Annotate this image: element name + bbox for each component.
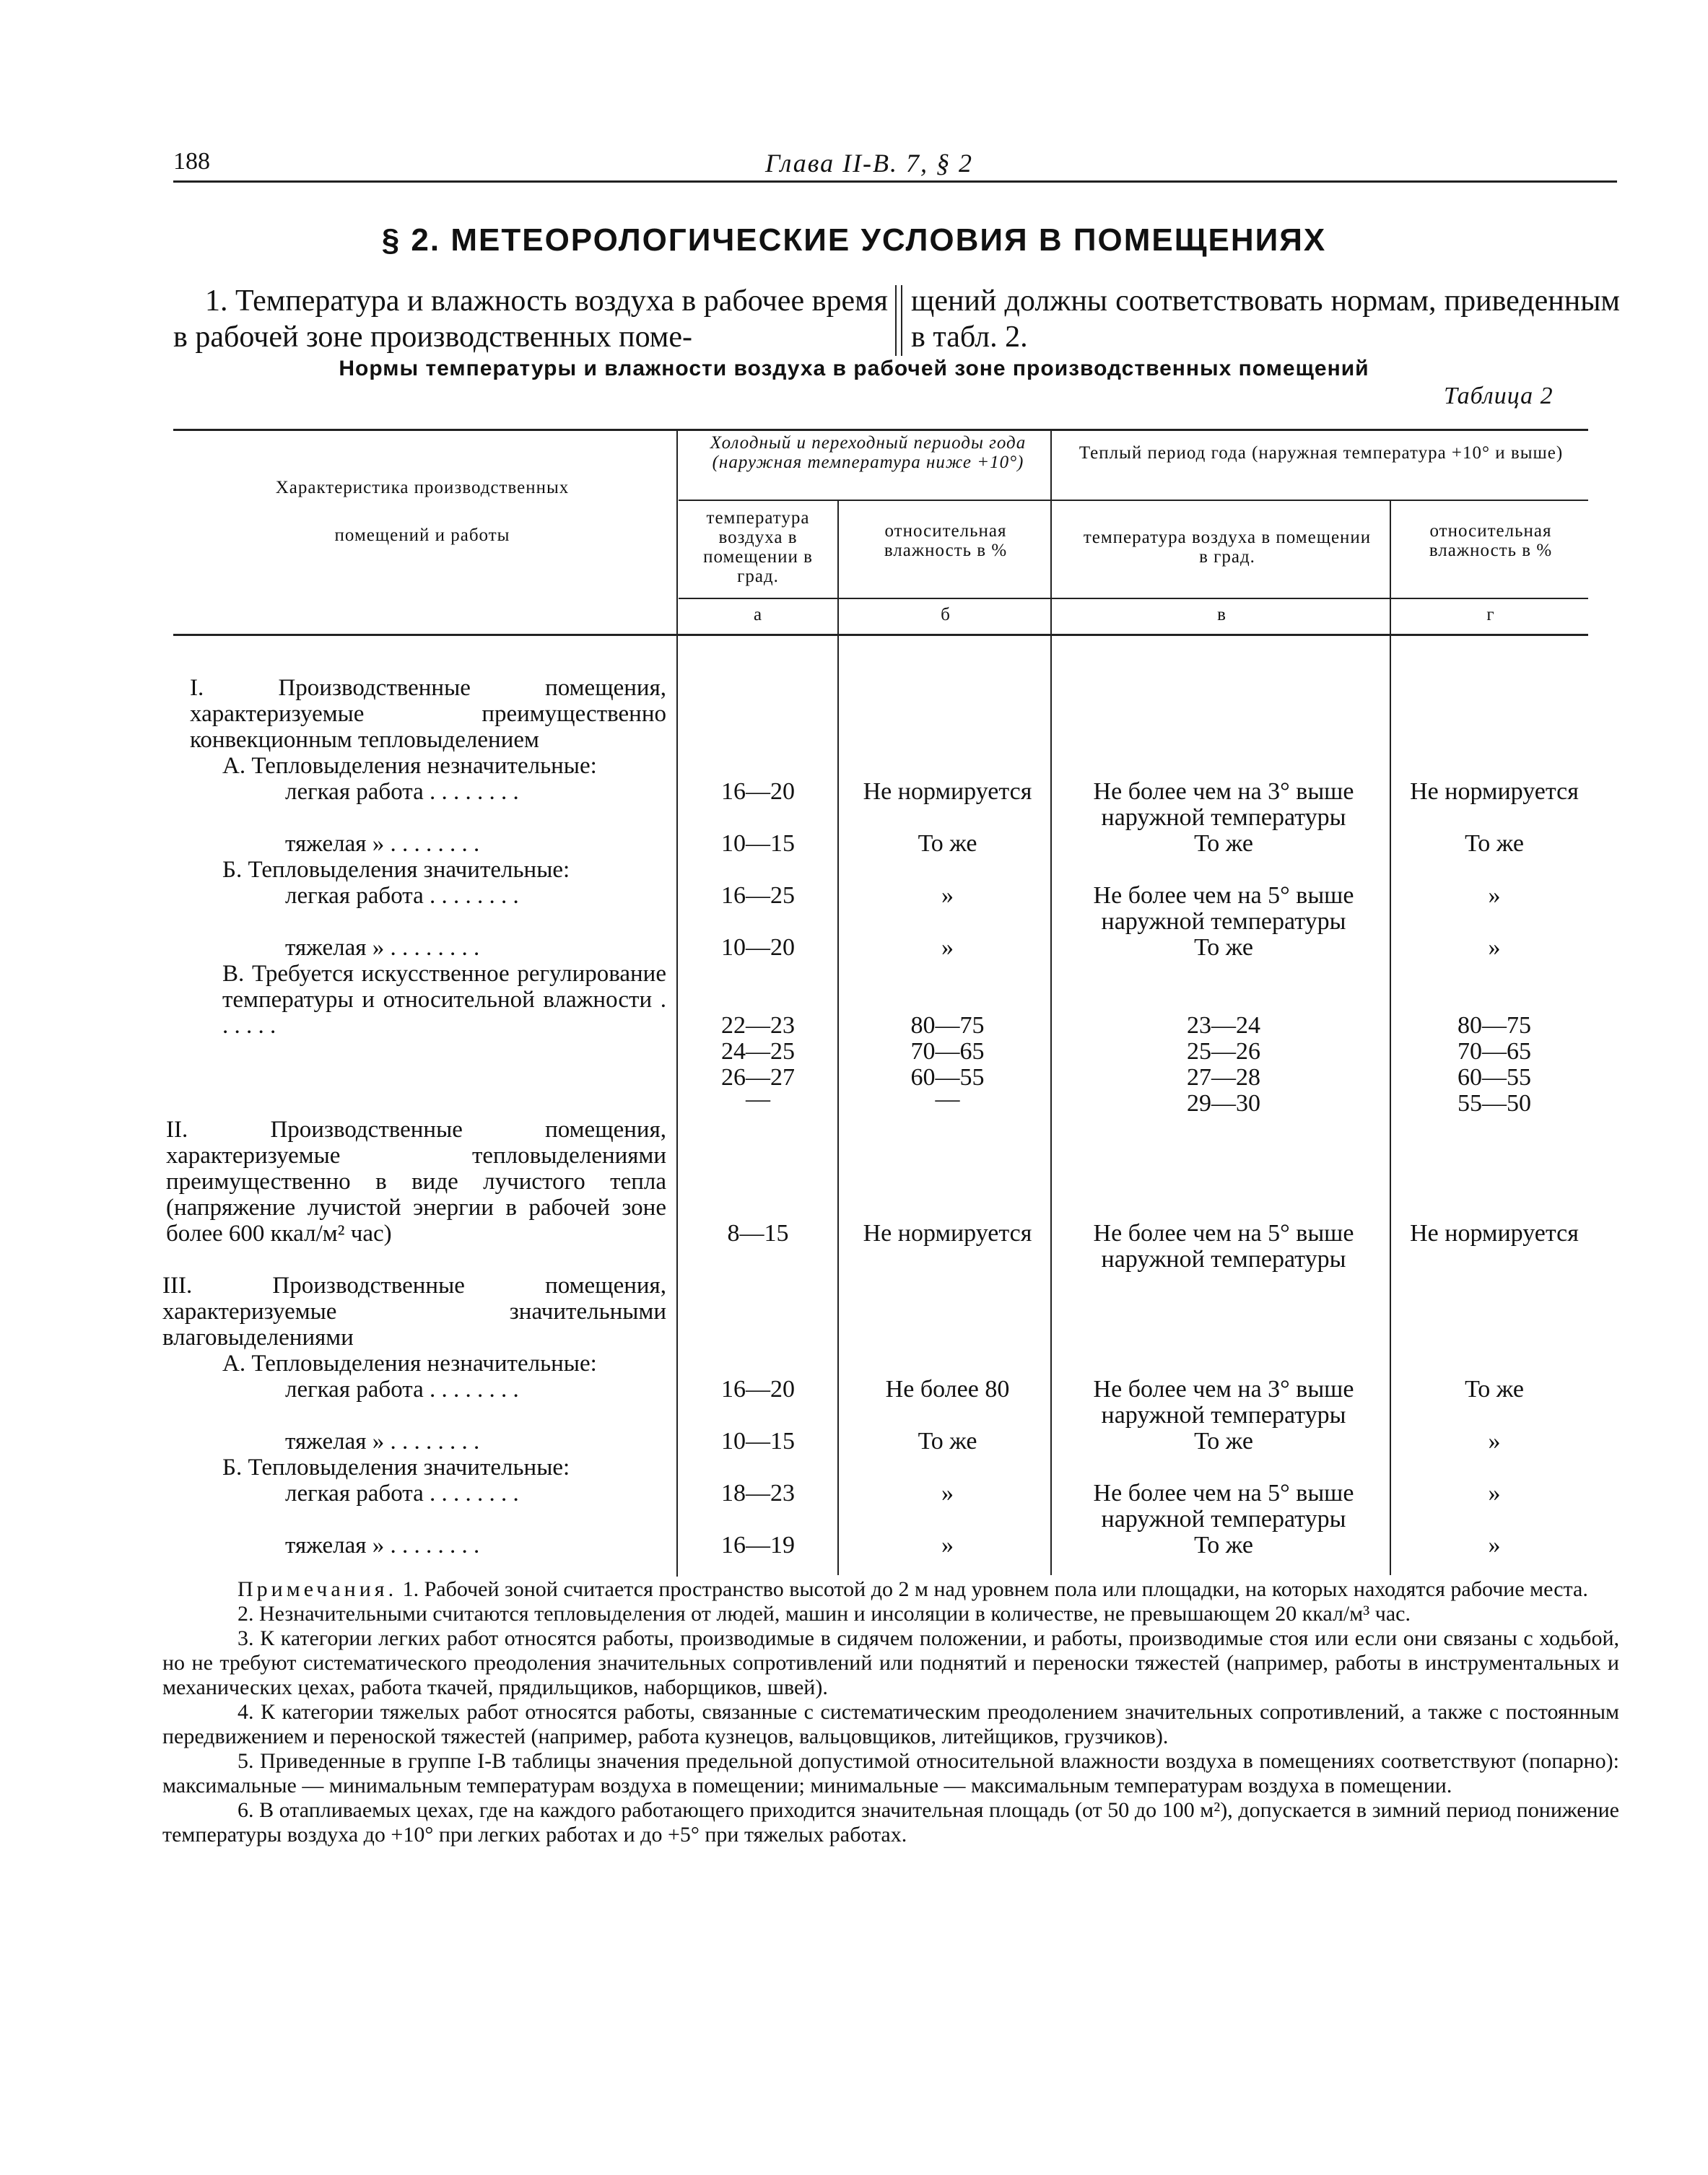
cell-warm-humidity: 70—65 (1458, 1038, 1531, 1065)
cell-cold-temp: 22—23 (721, 1012, 795, 1039)
row-label-light: легкая работа . . . . . . . . (285, 1377, 519, 1403)
cell-cold-humidity: » (941, 1532, 954, 1559)
note-2: 2. Незначительными считаются тепловыделения от людей, машин и инсоляции в количестве, не превышающем 20 ккал/м³ час. (238, 1602, 1411, 1626)
group-3b-label: Б. Тепловыделения значительные: (222, 1455, 570, 1481)
row-label-heavy: тяжелая » . . . . . . . . (285, 1429, 480, 1455)
cell-cold-temp: 10—15 (721, 1428, 795, 1455)
table-col-rule (676, 429, 678, 1577)
group-1a-label: А. Тепловыделения незначительные: (222, 753, 597, 779)
row-label-light: легкая работа . . . . . . . . (285, 883, 519, 909)
header-characteristic-1: Характеристика производственных (275, 478, 570, 497)
intro-left-column (173, 283, 888, 355)
group-1v-label: В. Требуется искусственное регулирование температуры и относительной влажности . . . . . . (222, 961, 666, 1039)
table-title: Нормы температуры и влажности воздуха в рабочей зоне производственных помещений (339, 357, 1369, 380)
cell-warm-humidity: » (1488, 1480, 1501, 1507)
cell-cold-humidity: » (941, 882, 954, 909)
page-number: 188 (173, 148, 210, 175)
header-mid-rule (679, 500, 1588, 501)
note-5: 5. Приведенные в группе I-В таблицы значения предельной допустимой относительной влажности воздуха в помещениях соответствуют (попарно): максимальные — минимальным температурам воздуха в помещении; минимальные — максимальным температурам воздуха в помещении. (162, 1749, 1619, 1797)
header-rule (173, 180, 1617, 183)
table-col-rule (1050, 429, 1052, 1575)
cell-warm-temp: Не более чем на 5° выше наружной температуры (1093, 1480, 1354, 1533)
cell-cold-humidity: Не нормируется (863, 778, 1032, 805)
cell-cold-temp: 18—23 (721, 1480, 795, 1507)
cell-cold-humidity: То же (918, 830, 977, 857)
cell-warm-temp: 27—28 (1187, 1064, 1260, 1091)
running-title: Глава II-В. 7, § 2 (765, 149, 974, 178)
row-label-light: легкая работа . . . . . . . . (285, 779, 519, 805)
row-label-light: легкая работа . . . . . . . . (285, 1481, 519, 1507)
column-letter-g: г (1486, 605, 1495, 624)
cell-warm-temp: То же (1194, 830, 1253, 857)
cell-warm-temp: То же (1194, 1532, 1253, 1559)
row-label-heavy: тяжелая » . . . . . . . . (285, 1533, 480, 1559)
notes-heading: Примечания. (238, 1577, 398, 1601)
section-title: § 2. МЕТЕОРОЛОГИЧЕСКИЕ УСЛОВИЯ В ПОМЕЩЕНИЯХ (381, 222, 1327, 258)
header-characteristic-2: помещений и работы (334, 526, 510, 545)
cell-cold-temp: 16—20 (721, 1376, 795, 1403)
header-warm-humidity: относительная влажность в % (1429, 521, 1553, 560)
cell-cold-humidity: » (941, 1480, 954, 1507)
cell-warm-temp: 23—24 (1187, 1012, 1260, 1039)
table-col-rule (1390, 500, 1391, 1575)
cell-cold-humidity: Не более 80 (885, 1376, 1010, 1403)
header-warm-period: Теплый период года (наружная температура +10° и выше) (1079, 443, 1564, 463)
group-1-label: I. Производственные помещения, характеризуемые преимущественно конвекционным тепловыделением (190, 675, 666, 753)
note-1-text: 1. Рабочей зоной считается пространство высотой до 2 м над уровнем пола или площадки, на которых находятся рабочие места. (402, 1577, 1588, 1601)
group-1b-label: Б. Тепловыделения значительные: (222, 857, 570, 883)
cell-cold-temp: 16—25 (721, 882, 795, 909)
cell-warm-temp: Не более чем на 5° выше наружной температуры (1093, 1220, 1354, 1273)
notes-block (162, 1577, 1619, 1847)
header-warm-temperature: температура воздуха в помещении в град. (1083, 528, 1372, 567)
group-2-label: II. Производственные помещения, характеризуемые тепловыделениями преимущественно в виде лучистого тепла (напряжение лучистой энергии в рабочей зоне более 600 ккал/м² час) (166, 1117, 666, 1247)
cell-warm-humidity: » (1488, 1532, 1501, 1559)
cell-warm-temp: Не более чем на 3° выше наружной температуры (1093, 1376, 1354, 1429)
cell-warm-temp: Не более чем на 3° выше наружной температуры (1093, 778, 1354, 831)
cell-cold-temp: 16—19 (721, 1532, 795, 1559)
cell-warm-humidity: То же (1465, 1376, 1524, 1403)
header-letter-rule (679, 598, 1588, 599)
group-3a-label: А. Тепловыделения незначительные: (222, 1351, 597, 1377)
group-3-label: III. Производственные помещения, характеризуемые значительными влаговыделениями (162, 1273, 666, 1351)
table-col-rule (837, 500, 839, 1575)
table-number: Таблица 2 (1444, 383, 1554, 409)
column-letter-b: б (941, 605, 951, 624)
cell-warm-humidity: 60—55 (1458, 1064, 1531, 1091)
cell-warm-humidity: То же (1465, 830, 1524, 857)
header-cold-temperature: температура воздуха в помещении в град. (703, 508, 813, 586)
cell-cold-temp: 16—20 (721, 778, 795, 805)
cell-warm-temp: То же (1194, 934, 1253, 961)
cell-cold-humidity: 60—55 (910, 1064, 985, 1091)
note-4: 4. К категории тяжелых работ относятся работы, связанные с систематическим преодолением значительных сопротивлений, а также с постоянным передвижением и переноской тяжестей (например, работа кузнецов, вальцовщиков, литейщиков, грузчиков). (162, 1700, 1619, 1748)
intro-left-text: 1. Температура и влажность воздуха в рабочее время в рабочей зоне производственных поме- (173, 284, 888, 354)
cell-cold-temp: 8—15 (727, 1220, 789, 1247)
intro-right-text: щений должны соответствовать нормам, приведенным в табл. 2. (911, 284, 1620, 354)
cell-cold-temp: 10—15 (721, 830, 795, 857)
cell-warm-humidity: Не нормируется (1410, 778, 1579, 805)
cell-warm-humidity: » (1488, 934, 1501, 961)
column-letter-v: в (1217, 605, 1226, 624)
note-6: 6. В отапливаемых цехах, где на каждого работающего приходится значительная площадь (от 50 до 100 м²), допускается в зимний период понижение температуры воздуха до +10° при легких работах и до +5° при тяжелых работах. (162, 1798, 1619, 1847)
cell-warm-humidity: » (1488, 882, 1501, 909)
cell-warm-temp: Не более чем на 5° выше наружной температуры (1093, 882, 1354, 935)
row-label-heavy: тяжелая » . . . . . . . . (285, 935, 480, 961)
cell-warm-humidity: 55—50 (1458, 1090, 1531, 1117)
row-label-heavy: тяжелая » . . . . . . . . (285, 831, 480, 857)
header-cold-period: Холодный и переходный периоды года (наружная температура ниже +10°) (710, 433, 1027, 472)
cell-cold-temp: 10—20 (721, 934, 795, 961)
header-bottom-rule (173, 634, 1588, 636)
cell-cold-humidity: » (941, 934, 954, 961)
cell-cold-humidity: Не нормируется (863, 1220, 1032, 1247)
cell-warm-temp: То же (1194, 1428, 1253, 1455)
cell-cold-humidity: — (935, 1086, 960, 1112)
cell-warm-humidity: » (1488, 1428, 1501, 1455)
column-letter-a: а (753, 605, 763, 624)
header-cold-humidity: относительная влажность в % (884, 521, 1008, 560)
cell-warm-temp: 29—30 (1187, 1090, 1260, 1117)
cell-warm-temp: 25—26 (1187, 1038, 1260, 1065)
note-3: 3. К категории легких работ относятся работы, производимые в сидячем положении, и работы, производимые стоя или если они связаны с ходьбой, но не требуют систематического преодоления значительных сопротивлений или поднятий и переноски тяжестей (например, работы в инструментальных и механических цехах, работа ткачей, прядильщиков, наборщиков, швей). (162, 1626, 1619, 1699)
column-separator (895, 285, 902, 356)
table-top-rule (173, 429, 1588, 431)
cell-cold-humidity: То же (918, 1428, 977, 1455)
cell-warm-humidity: Не нормируется (1410, 1220, 1579, 1247)
cell-cold-temp: — (746, 1086, 770, 1112)
cell-cold-humidity: 70—65 (910, 1038, 985, 1065)
cell-cold-temp: 24—25 (721, 1038, 795, 1065)
cell-warm-humidity: 80—75 (1458, 1012, 1531, 1039)
note-1 (162, 1577, 1619, 1602)
cell-cold-temp: 26—27 (721, 1064, 795, 1091)
cell-cold-humidity: 80—75 (910, 1012, 985, 1039)
